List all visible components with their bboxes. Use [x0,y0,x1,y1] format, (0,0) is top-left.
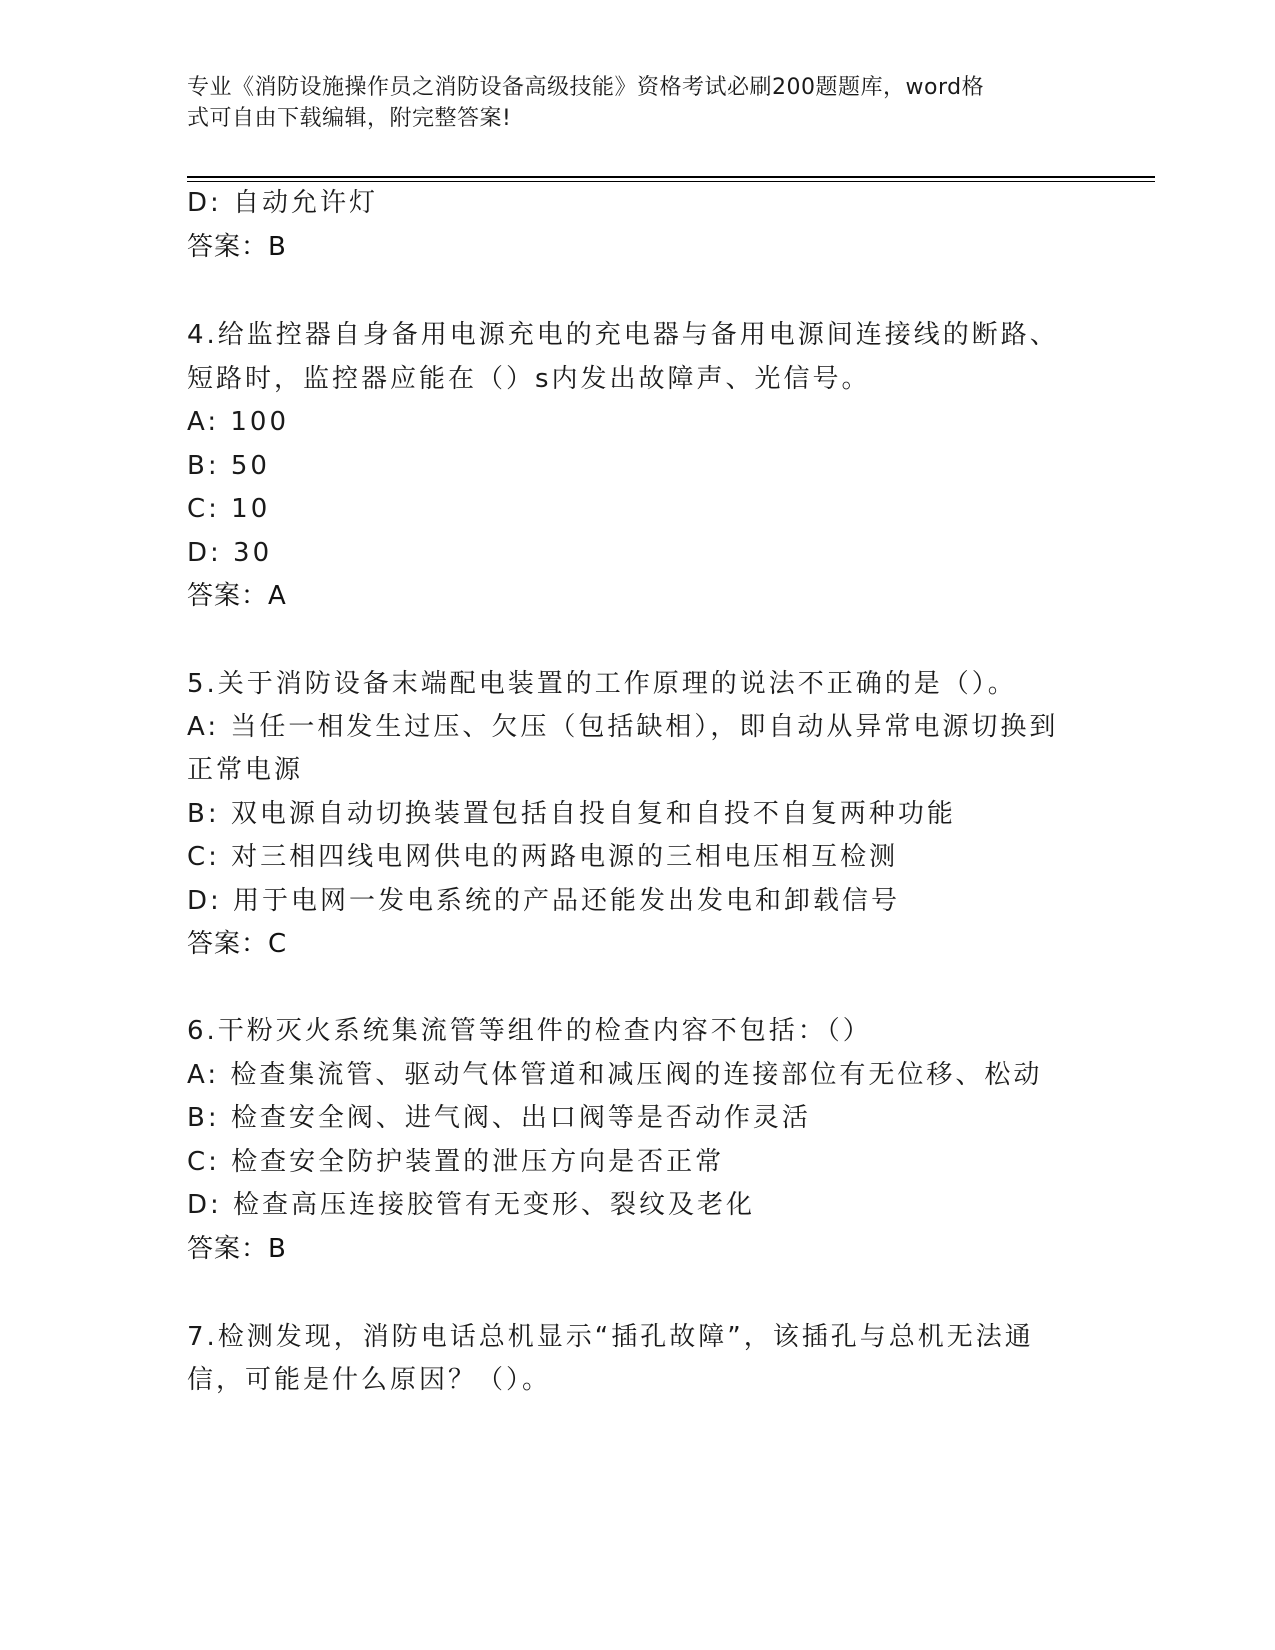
q4-option-b: B: 50 [187,451,270,481]
q6-option-d: D: 检查高压连接胶管有无变形、裂纹及老化 [187,1190,756,1220]
q5-option-b: B: 双电源自动切换装置包括自投自复和自投不自复两种功能 [187,799,956,829]
header-line-2: 式可自由下载编辑，附完整答案! [187,106,512,131]
q4-answer: 答案：A [187,581,287,611]
q4-question-line-2: 短路时，监控器应能在（）s内发出故障声、光信号。 [187,364,871,394]
q5-answer: 答案：C [187,929,288,959]
header-divider-thin [187,181,1155,182]
q3-answer: 答案：B [187,232,287,262]
q5-option-a-line-2: 正常电源 [187,755,304,785]
q5-option-d: D: 用于电网一发电系统的产品还能发出发电和卸载信号 [187,886,901,916]
q4-option-d: D: 30 [187,538,273,568]
q6-question: 6.干粉灭火系统集流管等组件的检查内容不包括：（） [187,1016,872,1046]
q5-option-c: C: 对三相四线电网供电的两路电源的三相电压相互检测 [187,842,899,872]
q7-question-line-2: 信，可能是什么原因？（）。 [187,1365,552,1395]
q5-option-a-line-1: A: 当任一相发生过压、欠压（包括缺相），即自动从异常电源切换到 [187,712,1059,742]
q6-option-b: B: 检查安全阀、进气阀、出口阀等是否动作灵活 [187,1103,811,1133]
q4-option-c: C: 10 [187,494,271,524]
q7-question-line-1: 7.检测发现，消防电话总机显示“插孔故障”，该插孔与总机无法通 [187,1322,1034,1352]
header-line-1: 专业《消防设施操作员之消防设备高级技能》资格考试必刷200题题库，word格 [187,75,985,100]
q6-option-c: C: 检查安全防护装置的泄压方向是否正常 [187,1147,725,1177]
q6-option-a: A: 检查集流管、驱动气体管道和减压阀的连接部位有无位移、松动 [187,1060,1043,1090]
q3-option-d: D: 自动允许灯 [187,188,379,218]
q5-question: 5.关于消防设备末端配电装置的工作原理的说法不正确的是（）。 [187,669,1017,699]
q6-answer: 答案：B [187,1234,287,1264]
document-header [187,72,1067,134]
q4-option-a: A: 100 [187,407,289,437]
q4-question-line-1: 4.给监控器自身备用电源充电的充电器与备用电源间连接线的断路、 [187,320,1059,350]
header-divider-thick [187,176,1155,178]
